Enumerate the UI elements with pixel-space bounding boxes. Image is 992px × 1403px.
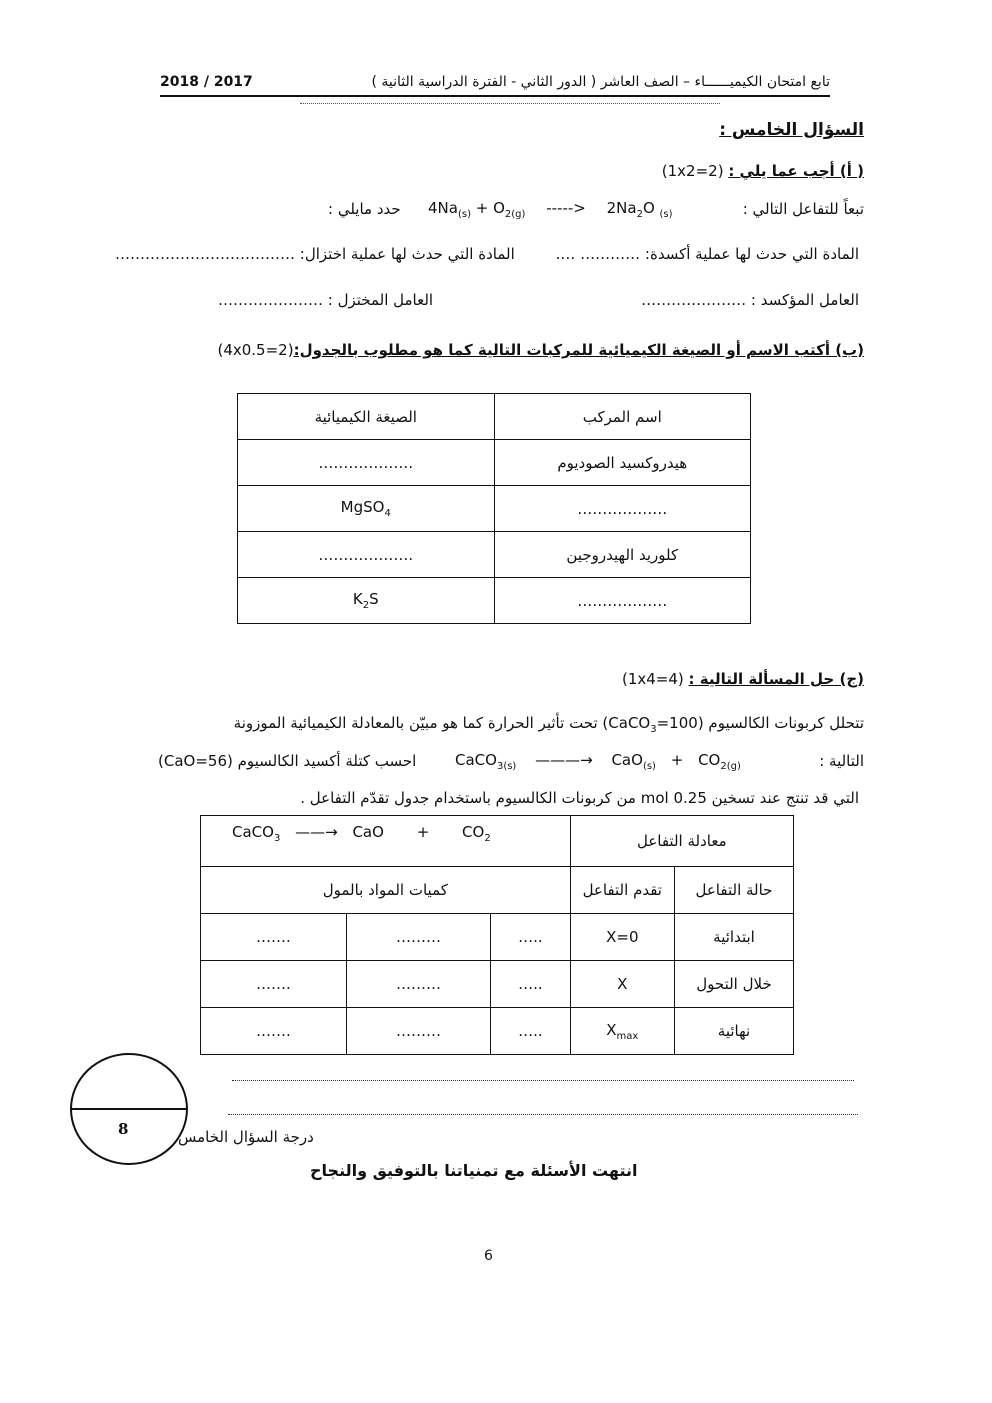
amount-cell[interactable]: …….: [201, 1008, 347, 1055]
part-a-instruction: حدد مايلي :: [328, 200, 401, 218]
formula-column-header: الصيغة الكيميائية: [238, 394, 495, 440]
state-header: حالة التفاعل: [674, 867, 793, 914]
oxidizing-agent-prompt: العامل المؤكسد : …………………: [641, 291, 859, 309]
reducing-agent-prompt: العامل المختزل : …………………: [218, 291, 434, 309]
score-circle-divider: [70, 1108, 186, 1110]
amount-cell[interactable]: ………: [346, 1008, 490, 1055]
table-equation-text: CaCO$_3$ ——→ CaO + $CO_2$: [232, 823, 491, 844]
progress-cell: X: [570, 961, 674, 1008]
table-row: [238, 578, 751, 624]
amount-cell[interactable]: ………: [346, 961, 490, 1008]
table-row: [238, 486, 751, 532]
amount-cell[interactable]: …..: [491, 961, 571, 1008]
name-cell: هيدروكسيد الصوديوم: [494, 440, 750, 486]
table-row: [201, 914, 794, 961]
name-cell[interactable]: ………………: [494, 578, 750, 624]
amount-cell[interactable]: …..: [491, 1008, 571, 1055]
header-dotted-divider: [300, 103, 720, 104]
problem-line-2-label: التالية :: [819, 752, 864, 770]
part-c-heading-row: [622, 670, 864, 688]
name-cell: كلوريد الهيدروجين: [494, 532, 750, 578]
name-cell[interactable]: ………………: [494, 486, 750, 532]
page-number: 6: [484, 1248, 493, 1264]
reduced-substance-prompt: المادة التي حدث لها عملية اختزال: ………………………………: [115, 245, 515, 263]
table-row: [238, 532, 751, 578]
answer-line[interactable]: [232, 1080, 854, 1081]
part-a-marks: (1x2=2): [661, 162, 724, 180]
state-cell: خلال التحول: [674, 961, 793, 1008]
amount-cell[interactable]: …….: [201, 961, 347, 1008]
part-a-intro: تبعاً للتفاعل التالي :: [742, 200, 864, 218]
state-cell: نهائية: [674, 1008, 793, 1055]
part-c-heading: (ج) حل المسألة التالية :: [688, 670, 864, 688]
score-value: 8: [118, 1120, 129, 1138]
part-b-marks: (4x0.5=2): [217, 341, 294, 359]
answer-line[interactable]: [228, 1114, 858, 1115]
formula-cell: $K_2S$: [238, 578, 495, 624]
oxidized-substance-prompt: المادة التي حدث لها عملية أكسدة: ………… ….: [555, 245, 859, 263]
compounds-table: [237, 393, 751, 624]
table-row: [238, 440, 751, 486]
problem-line-3: التي قد تنتج عند تسخين 0.25 mol من كربونات الكالسيوم باستخدام جدول تقدّم التفاعل .: [300, 789, 859, 807]
part-b-heading: (ب) أكتب الاسم أو الصيغة الكيميائية للمركبات التالية كما هو مطلوب بالجدول:: [293, 341, 864, 359]
amount-cell[interactable]: …..: [491, 914, 571, 961]
header-divider: [160, 95, 830, 97]
formula-cell[interactable]: ……………….: [238, 440, 495, 486]
part-b-heading-row: [217, 341, 864, 359]
closing-message: انتهت الأسئلة مع تمنياتنا بالتوفيق والنجاح: [310, 1161, 638, 1180]
table-row: [201, 961, 794, 1008]
formula-cell[interactable]: ……………….: [238, 532, 495, 578]
part-a-heading: ( أ) أجب عما يلي :: [728, 162, 864, 180]
part-a-heading-row: [662, 162, 864, 180]
state-cell: ابتدائية: [674, 914, 793, 961]
reaction-equation: $4Na_{(s)} + O_{2(g)}$ -----> $2Na_2O$ $_{(s)}$: [428, 199, 673, 220]
score-label: درجة السؤال الخامس: [178, 1128, 314, 1146]
equation-label-cell: معادلة التفاعل: [570, 816, 793, 867]
question-title: السؤال الخامس :: [719, 120, 864, 140]
amount-cell[interactable]: …….: [201, 914, 347, 961]
reaction-progress-table: [200, 815, 794, 1055]
table-row: [201, 1008, 794, 1055]
part-c-marks: (1x4=4): [621, 670, 684, 688]
name-column-header: اسم المركب: [494, 394, 750, 440]
decomposition-equation: CaCO$_{3(s)}$ ———→ $CaO_{(s)} + CO_{2(g)}$: [455, 751, 741, 772]
problem-line-2-request: احسب كتلة أكسيد الكالسيوم (CaO=56): [158, 752, 417, 770]
progress-cell: X=0: [570, 914, 674, 961]
formula-cell: MgSO$_4$: [238, 486, 495, 532]
progress-header: تقدم التفاعل: [570, 867, 674, 914]
exam-year: 2018 / 2017: [160, 74, 253, 90]
progress-cell: $X_{max}$: [570, 1008, 674, 1055]
amount-cell[interactable]: ………: [346, 914, 490, 961]
exam-title: تابع امتحان الكيميــــــاء – الصف العاشر ( الدور الثاني - الفترة الدراسية الثانية ): [371, 74, 830, 90]
amounts-header: كميات المواد بالمول: [201, 867, 571, 914]
